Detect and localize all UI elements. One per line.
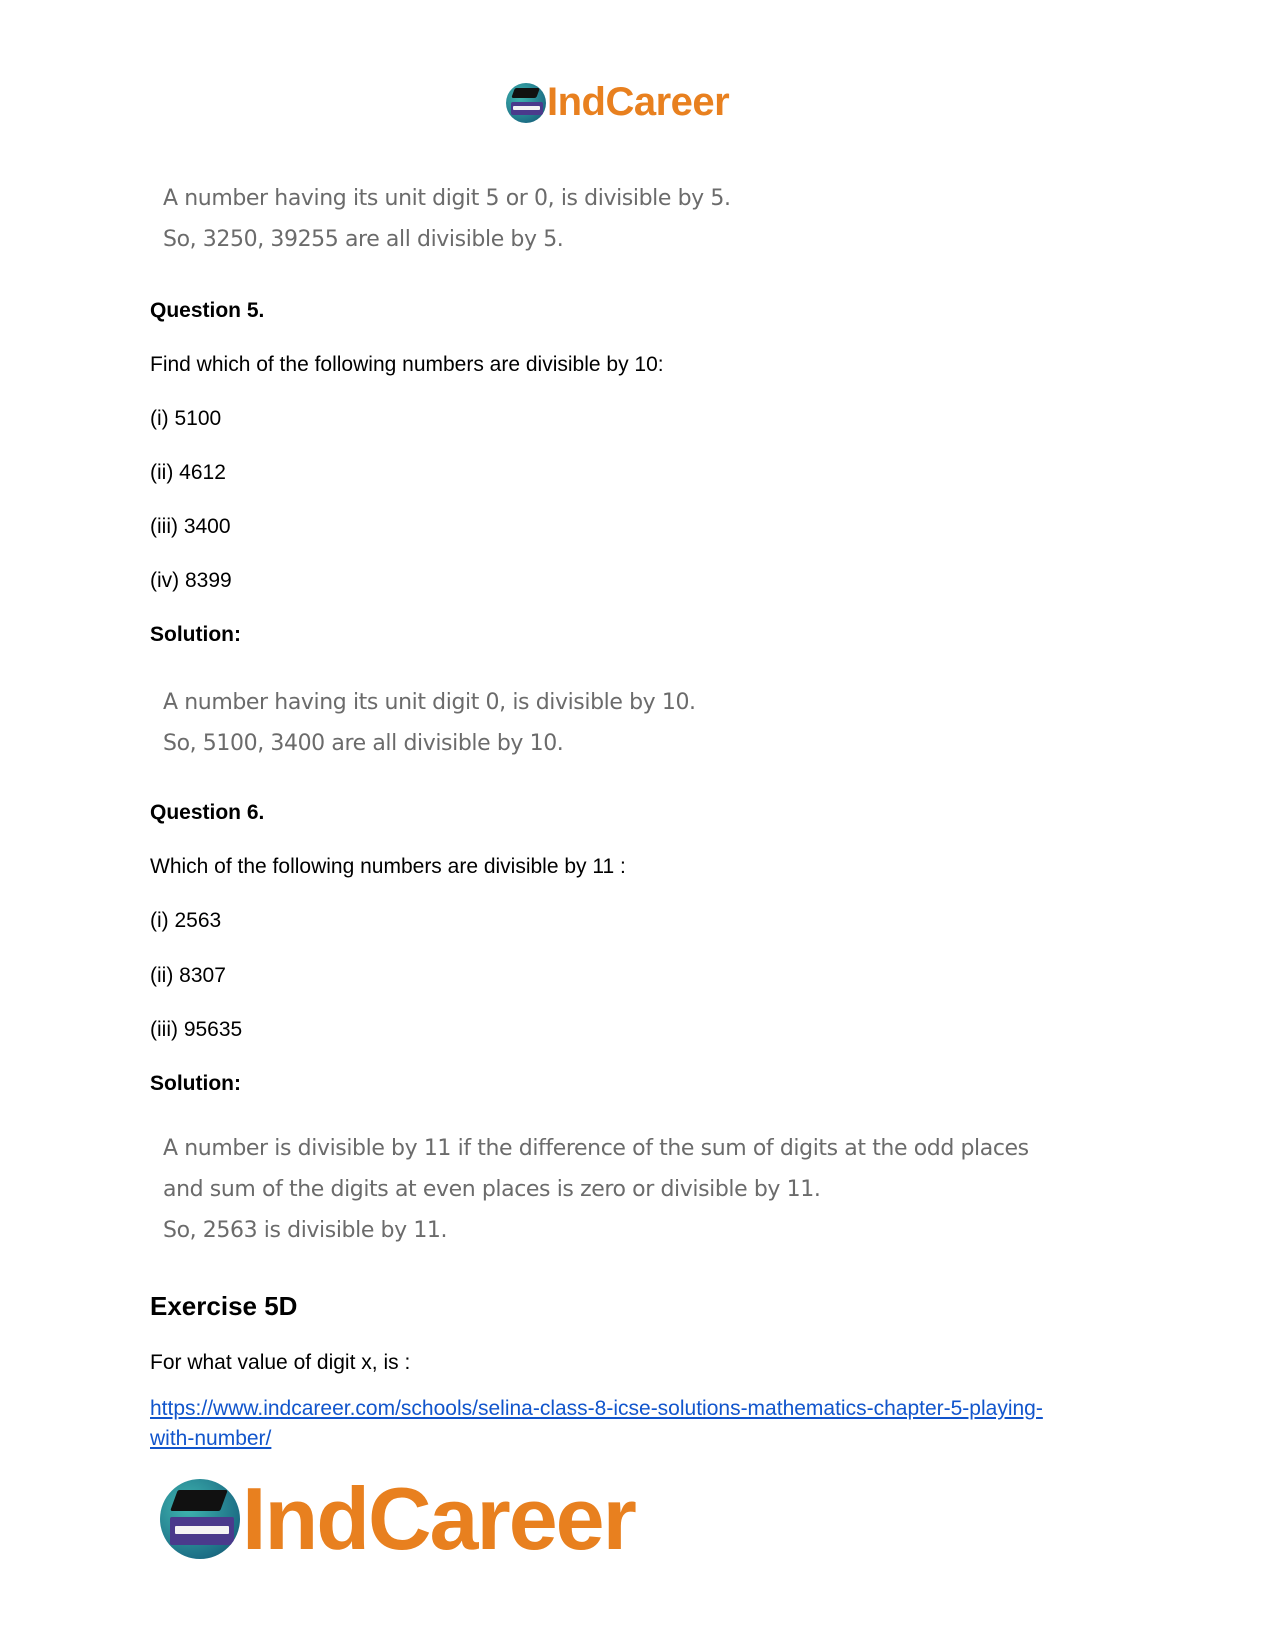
question-5-solution-block [163, 682, 696, 764]
exercise-title: Exercise 5D [150, 1291, 298, 1321]
solution-line: So, 2563 is divisible by 11. [163, 1218, 448, 1243]
question-5-option-iii: (iii) 3400 [150, 515, 231, 538]
solution-line: A number having its unit digit 5 or 0, is divisible by 5. [163, 186, 731, 211]
solution-line: So, 5100, 3400 are all divisible by 10. [163, 731, 564, 756]
question-6-solution-block [163, 1128, 1029, 1251]
logo-wordmark: IndCareer [547, 80, 730, 124]
prev-solution-block [163, 178, 731, 260]
question-6-option-ii: (ii) 8307 [150, 964, 226, 987]
question-6-solution-label: Solution: [150, 1072, 241, 1095]
indcareer-logo-bottom [160, 1468, 635, 1570]
question-5-prompt: Find which of the following numbers are divisible by 10: [150, 353, 664, 376]
question-5-heading: Question 5. [150, 299, 265, 322]
question-6-heading: Question 6. [150, 801, 265, 824]
question-5-option-ii: (ii) 4612 [150, 461, 226, 484]
solution-line: A number having its unit digit 0, is divisible by 10. [163, 690, 696, 715]
question-6-option-iii: (iii) 95635 [150, 1018, 243, 1041]
graduation-cap-books-icon [160, 1479, 240, 1559]
graduation-cap-books-icon [506, 83, 546, 123]
question-5-option-i: (i) 5100 [150, 407, 222, 430]
footer-link[interactable] [150, 1394, 1150, 1454]
footer-link-line-1[interactable]: https://www.indcareer.com/schools/selina-class-8-icse-solutions-mathematics-chapter-5-playing- [150, 1397, 1043, 1420]
solution-line: So, 3250, 39255 are all divisible by 5. [163, 227, 564, 252]
question-6-option-i: (i) 2563 [150, 909, 222, 932]
question-5-option-iv: (iv) 8399 [150, 569, 232, 592]
question-6-prompt: Which of the following numbers are divisible by 11 : [150, 855, 626, 878]
exercise-prompt: For what value of digit x, is : [150, 1351, 411, 1374]
footer-link-line-2[interactable]: with-number/ [150, 1427, 272, 1450]
solution-line: and sum of the digits at even places is zero or divisible by 11. [163, 1177, 821, 1202]
solution-line: A number is divisible by 11 if the difference of the sum of digits at the odd places [163, 1136, 1029, 1161]
logo-wordmark: IndCareer [242, 1469, 635, 1568]
indcareer-logo-top [506, 80, 729, 125]
question-5-solution-label: Solution: [150, 623, 241, 646]
